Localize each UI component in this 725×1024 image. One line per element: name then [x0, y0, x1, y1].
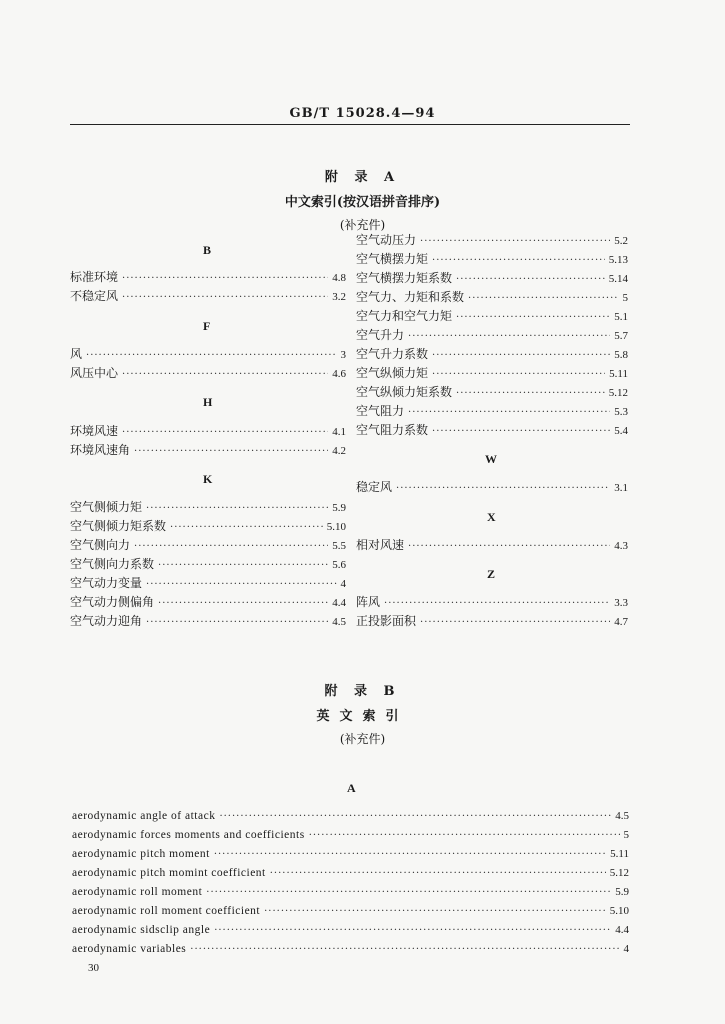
- leader-dots: [432, 252, 605, 270]
- index-page: 5.6: [332, 559, 346, 571]
- index-page: 5.2: [614, 235, 628, 247]
- index-page: 4.4: [615, 924, 629, 936]
- index-page: 4: [340, 578, 346, 590]
- leader-dots: [214, 846, 606, 864]
- leader-dots: [309, 827, 620, 845]
- leader-dots: [170, 519, 323, 537]
- index-page: 5.10: [609, 905, 629, 917]
- index-entry: [70, 441, 346, 459]
- index-entry: [72, 921, 629, 939]
- index-entry: [356, 478, 628, 496]
- index-entry: [356, 402, 628, 420]
- index-term: 空气纵倾力矩: [356, 366, 429, 380]
- leader-dots: [456, 271, 605, 289]
- leader-dots: [122, 289, 328, 307]
- index-term: 空气侧向力: [70, 538, 131, 552]
- index-page: 4.8: [332, 272, 346, 284]
- header-rule: [70, 124, 630, 125]
- leader-dots: [206, 884, 611, 902]
- page-number: 30: [88, 962, 99, 974]
- leader-dots: [456, 385, 605, 403]
- index-entry: [70, 612, 346, 630]
- index-entry: [356, 536, 628, 554]
- appendix-a-heading: 附 录 A: [324, 170, 401, 185]
- index-term: 标准环境: [70, 270, 119, 284]
- index-term: 空气升力系数: [356, 347, 429, 361]
- index-entry: [70, 422, 346, 440]
- leader-dots: [158, 595, 328, 613]
- index-term: 风压中心: [70, 366, 119, 380]
- index-entry: [356, 231, 628, 249]
- index-term: aerodynamic pitch momint coefficient: [72, 867, 266, 879]
- index-entry: [356, 269, 628, 287]
- index-entry: [70, 593, 346, 611]
- leader-dots: [420, 233, 610, 251]
- index-term: 空气横摆力矩系数: [356, 271, 453, 285]
- index-entry: [356, 612, 628, 630]
- appendix-b-note: (补充件): [339, 732, 386, 746]
- index-entry: [70, 517, 346, 535]
- index-page: 4.2: [332, 445, 346, 457]
- index-entry: [72, 864, 629, 882]
- index-entry: [70, 268, 346, 286]
- index-entry: [70, 498, 346, 516]
- index-term: aerodynamic roll moment: [72, 886, 203, 898]
- index-term: aerodynamic angle of attack: [72, 810, 216, 822]
- section-letter-w: W: [485, 452, 497, 466]
- index-page: 5: [623, 829, 629, 841]
- index-page: 5.14: [608, 273, 628, 285]
- leader-dots: [214, 922, 611, 940]
- index-term: 空气纵倾力矩系数: [356, 385, 453, 399]
- leader-dots: [86, 347, 336, 365]
- index-term: 不稳定风: [70, 289, 119, 303]
- index-term: 空气力和空气力矩: [356, 309, 453, 323]
- leader-dots: [432, 347, 610, 365]
- index-page: 4: [623, 943, 629, 955]
- index-term: 环境风速: [70, 424, 119, 438]
- leader-dots: [158, 557, 328, 575]
- index-page: 5.7: [614, 330, 628, 342]
- leader-dots: [408, 538, 610, 556]
- index-entry: [72, 845, 629, 863]
- index-page: 4.6: [332, 368, 346, 380]
- index-term: 空气侧倾力矩: [70, 500, 143, 514]
- index-page: 4.7: [614, 616, 628, 628]
- index-term: 空气升力: [356, 328, 405, 342]
- appendix-a-subtitle: 中文索引(按汉语拼音排序): [284, 195, 441, 210]
- section-letter-f: F: [203, 319, 211, 333]
- index-entry: [72, 883, 629, 901]
- index-page: 4.1: [332, 426, 346, 438]
- appendix-b-subtitle: 英文索引: [316, 709, 409, 724]
- index-term: 稳定风: [356, 480, 393, 494]
- index-term: 正投影面积: [356, 614, 417, 628]
- section-letter-k: K: [203, 472, 213, 486]
- index-page: 5.9: [615, 886, 629, 898]
- index-page: 5.13: [608, 254, 628, 266]
- leader-dots: [264, 903, 606, 921]
- index-entry: [356, 288, 628, 306]
- leader-dots: [432, 366, 605, 384]
- leader-dots: [190, 941, 619, 959]
- leader-dots: [146, 614, 328, 632]
- index-page: 5: [622, 292, 628, 304]
- section-letter-z: Z: [487, 567, 496, 581]
- leader-dots: [408, 404, 610, 422]
- index-term: 风: [70, 347, 83, 361]
- index-page: 5.12: [608, 387, 628, 399]
- index-term: 空气动压力: [356, 233, 417, 247]
- index-entry: [356, 345, 628, 363]
- index-entry: [356, 307, 628, 325]
- index-term: 空气阻力: [356, 404, 405, 418]
- index-term: aerodynamic roll moment coefficient: [72, 905, 261, 917]
- index-term: 空气动力迎角: [70, 614, 143, 628]
- index-term: aerodynamic pitch moment: [72, 848, 210, 860]
- index-entry: [72, 902, 629, 920]
- leader-dots: [468, 290, 618, 308]
- index-term: 空气侧倾力矩系数: [70, 519, 167, 533]
- index-page: 3.3: [614, 597, 628, 609]
- appendix-a-note: (补充件): [339, 218, 386, 232]
- leader-dots: [146, 500, 328, 518]
- leader-dots: [396, 480, 610, 498]
- standard-header: GB/T 15028.4—94: [289, 106, 436, 121]
- index-entry: [356, 250, 628, 268]
- index-entry: [72, 826, 629, 844]
- index-page: 4.3: [614, 540, 628, 552]
- index-entry: [70, 555, 346, 573]
- index-page: 5.5: [332, 540, 346, 552]
- leader-dots: [219, 808, 611, 826]
- index-entry: [70, 536, 346, 554]
- leader-dots: [432, 423, 610, 441]
- leader-dots: [384, 595, 610, 613]
- leader-dots: [408, 328, 610, 346]
- leader-dots: [122, 366, 328, 384]
- section-letter-a: A: [347, 781, 356, 795]
- index-page: 5.12: [609, 867, 629, 879]
- index-entry: [356, 383, 628, 401]
- leader-dots: [420, 614, 610, 632]
- index-term: 空气侧向力系数: [70, 557, 155, 571]
- index-entry: [356, 421, 628, 439]
- index-term: 相对风速: [356, 538, 405, 552]
- index-page: 5.1: [614, 311, 628, 323]
- appendix-b-title: [0, 680, 725, 747]
- index-entry: [70, 345, 346, 363]
- index-term: 空气阻力系数: [356, 423, 429, 437]
- leader-dots: [146, 576, 336, 594]
- leader-dots: [134, 538, 328, 556]
- index-page: 5.11: [609, 368, 628, 380]
- index-entry: [356, 364, 628, 382]
- index-term: aerodynamic sidsclip angle: [72, 924, 211, 936]
- index-entry: [72, 807, 629, 825]
- appendix-a-title: [0, 166, 725, 233]
- index-term: aerodynamic variables: [72, 943, 187, 955]
- index-entry: [72, 940, 629, 958]
- index-page: 5.10: [326, 521, 346, 533]
- leader-dots: [122, 424, 328, 442]
- section-letter-h: H: [203, 395, 213, 409]
- index-term: 空气力、力矩和系数: [356, 290, 465, 304]
- index-term: 环境风速角: [70, 443, 131, 457]
- index-page: 5.4: [614, 425, 628, 437]
- leader-dots: [270, 865, 606, 883]
- index-page: 3.2: [332, 291, 346, 303]
- index-page: 4.4: [332, 597, 346, 609]
- index-page: 5.9: [332, 502, 346, 514]
- index-entry: [356, 326, 628, 344]
- leader-dots: [456, 309, 610, 327]
- index-entry: [356, 593, 628, 611]
- index-page: 5.3: [614, 406, 628, 418]
- index-entry: [70, 574, 346, 592]
- leader-dots: [134, 443, 328, 461]
- index-term: 阵风: [356, 595, 381, 609]
- index-page: 3.1: [614, 482, 628, 494]
- index-term: aerodynamic forces moments and coefficients: [72, 829, 305, 841]
- index-entry: [70, 287, 346, 305]
- index-entry: [70, 364, 346, 382]
- index-term: 空气动力变量: [70, 576, 143, 590]
- leader-dots: [122, 270, 328, 288]
- index-page: 4.5: [615, 810, 629, 822]
- section-letter-x: X: [487, 510, 496, 524]
- index-term: 空气横摆力矩: [356, 252, 429, 266]
- index-term: 空气动力侧偏角: [70, 595, 155, 609]
- index-page: 5.11: [610, 848, 629, 860]
- index-page: 5.8: [614, 349, 628, 361]
- appendix-b-heading: 附 录 B: [324, 684, 401, 699]
- index-page: 3: [340, 349, 346, 361]
- section-letter-b: B: [203, 243, 212, 257]
- index-page: 4.5: [332, 616, 346, 628]
